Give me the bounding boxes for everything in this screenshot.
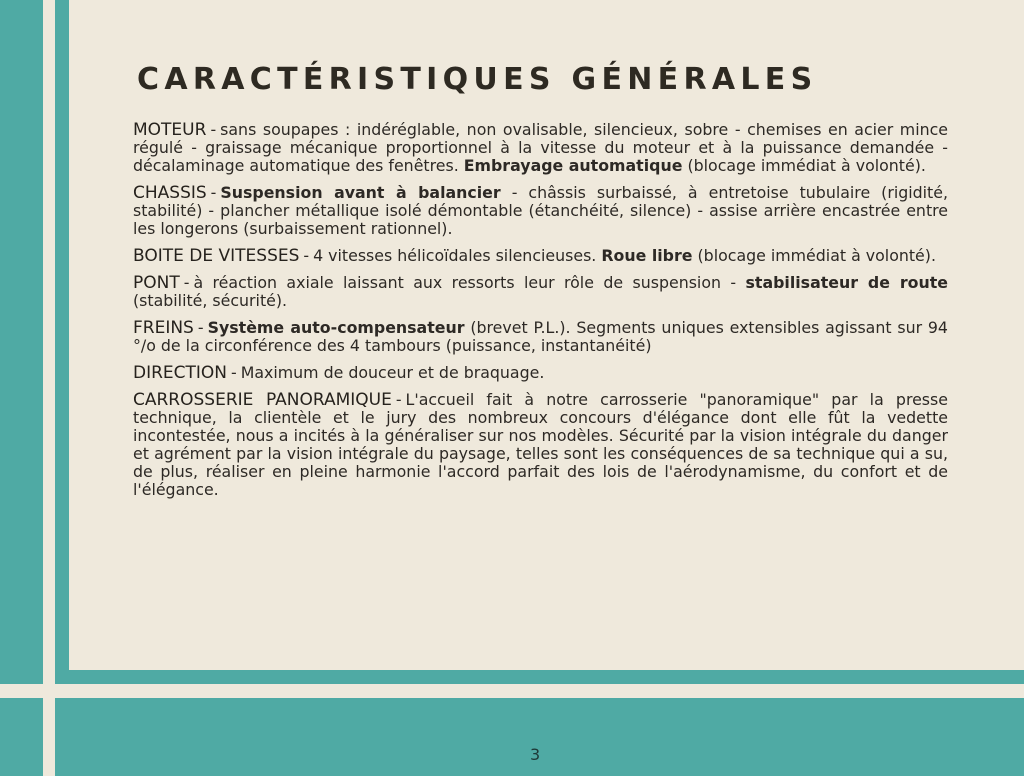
frame-gap-horizontal [0, 684, 1024, 698]
separator: - [395, 390, 402, 409]
section-moteur [133, 121, 948, 175]
separator: - [210, 120, 217, 139]
section-text: 4 vitesses hélicoïdales silencieuses. [313, 246, 597, 265]
section-label: FREINS [133, 318, 194, 338]
section-text: - châssis surbaissé, à entretoise tubulaire (rigidité, stabilité) - plancher métallique isolé démontable (étanchéité, silence) - assise arrière encastrée entre les longerons (surbaissement rationnel). [133, 183, 948, 238]
section-freins [133, 319, 948, 355]
separator: - [303, 246, 310, 265]
section-tail-text: (blocage immédiat à volonté). [697, 246, 936, 265]
section-text: à réaction axiale laissant aux ressorts leur rôle de suspension - [193, 273, 737, 292]
section-label: CHASSIS [133, 183, 207, 203]
separator: - [183, 273, 190, 292]
section-pont [133, 274, 948, 310]
section-boite-de-vitesses [133, 247, 948, 265]
section-bold-text: stabilisateur de route [745, 273, 948, 292]
page-number: 3 [530, 745, 541, 764]
frame-stripe-bottom-wide [0, 698, 1024, 776]
section-direction [133, 364, 948, 382]
page-content [133, 62, 948, 508]
section-text: (brevet P.L.). Segments uniques extensibles agissant sur 94 °/o de la circonférence des 4 tambours (puissance, instantanéité) [133, 318, 948, 355]
section-carrosserie-panoramique [133, 391, 948, 499]
section-label: MOTEUR [133, 120, 207, 140]
section-bold-text: Roue libre [601, 246, 693, 265]
section-chassis [133, 184, 948, 238]
page-title: CARACTÉRISTIQUES GÉNÉRALES [137, 62, 818, 97]
separator: - [210, 183, 217, 202]
frame-stripe-bottom-narrow [0, 670, 1024, 684]
section-bold-text: Système auto-compensateur [207, 318, 465, 337]
frame-stripe-left-narrow [55, 0, 69, 776]
section-bold-text: Embrayage automatique [463, 156, 683, 175]
section-tail-text: (blocage immédiat à volonté). [687, 156, 926, 175]
section-label: BOITE DE VITESSES [133, 246, 300, 266]
section-label: DIRECTION [133, 363, 228, 383]
section-text: Maximum de douceur et de braquage. [240, 363, 545, 382]
separator: - [231, 363, 237, 382]
section-tail-text: (stabilité, sécurité). [133, 291, 288, 310]
section-text: sans soupapes : indéréglable, non ovalisable, silencieux, sobre - chemises en acier mince régulé - graissage mécanique proportionnel à la vitesse du moteur et à la puissance demandée - décalaminage automatique des fenêtres. [133, 120, 948, 175]
separator: - [197, 318, 204, 337]
frame-gap-vertical [43, 0, 55, 776]
section-bold-text: Suspension avant à balancier [220, 183, 501, 202]
section-text: L'accueil fait à notre carrosserie "panoramique" par la presse technique, la clientèle et le jury des nombreux concours d'élégance dont elle fût la vedette incontestée, nous a incités à la généraliser sur nos modèles. Sécurité par la vision intégrale du danger et agrément par la vision intégrale du paysage, telles sont les conséquences de sa technique qui a su, de plus, réaliser en pleine harmonie l'accord parfait des lois de l'aérodynamisme, du confort et de l'élégance. [133, 390, 948, 499]
section-label: CARROSSERIE PANORAMIQUE [133, 390, 392, 410]
frame-stripe-left-wide [0, 0, 43, 776]
section-label: PONT [133, 273, 180, 293]
